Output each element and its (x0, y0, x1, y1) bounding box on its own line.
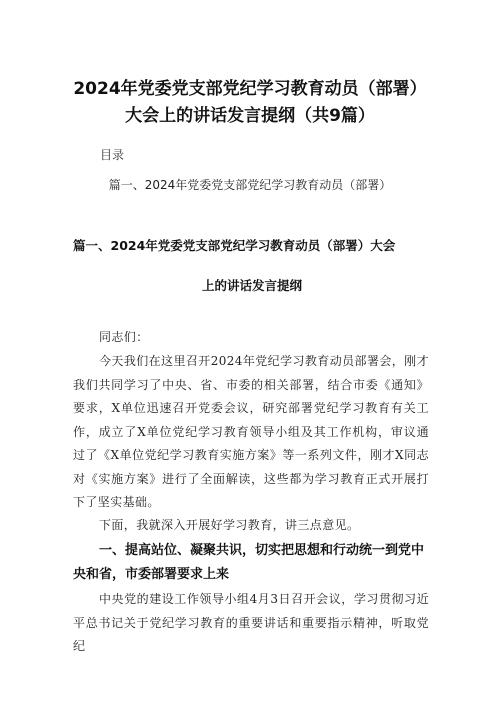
document-title-line-2: 大会上的讲话发言提纲（共9篇） (125, 106, 375, 126)
toc-label: 目录 (100, 148, 125, 162)
paragraph-3: 中央党的建设工作领导小组4月3日召开会议，学习贯彻习近平总书记关于党纪学习教育的重要讲话和重要指示精神，听取党纪 (73, 592, 429, 653)
document-title-line-1: 2024年党委党支部党纪学习教育动员（部署） (73, 79, 427, 99)
salutation: 同志们： (99, 330, 149, 344)
toc-item-1[interactable]: 篇一、2024年党委党支部党纪学习教育动员（部署） (108, 178, 392, 192)
section-title-line-2: 上的讲话发言提纲 (202, 278, 303, 293)
section-title-line-1: 篇一、2024年党委党支部党纪学习教育动员（部署）大会 (73, 238, 396, 253)
paragraph-1: 今天我们在这里召开2024年党纪学习教育动员部署会，刚才我们共同学习了中央、省、市委的相关部署，结合市委《通知》要求，X单位迅速召开党委会议，研究部署党纪学习教育有关工作，成立了X单位党纪学习教育领导小组及其工作机构，审议通过了《X单位党纪学习教育实施方案》等一系列文件，刚才X同志对《实施方案》进行了全面解读，这些都为学习教育正式开展打下了坚实基础。 (73, 354, 429, 509)
heading-1: 一、提高站位、凝聚共识，切实把思想和行动统一到党中央和省，市委部署要求上来 (73, 543, 425, 582)
paragraph-2: 下面，我就深入开展好学习教育，讲三点意见。 (99, 518, 360, 532)
